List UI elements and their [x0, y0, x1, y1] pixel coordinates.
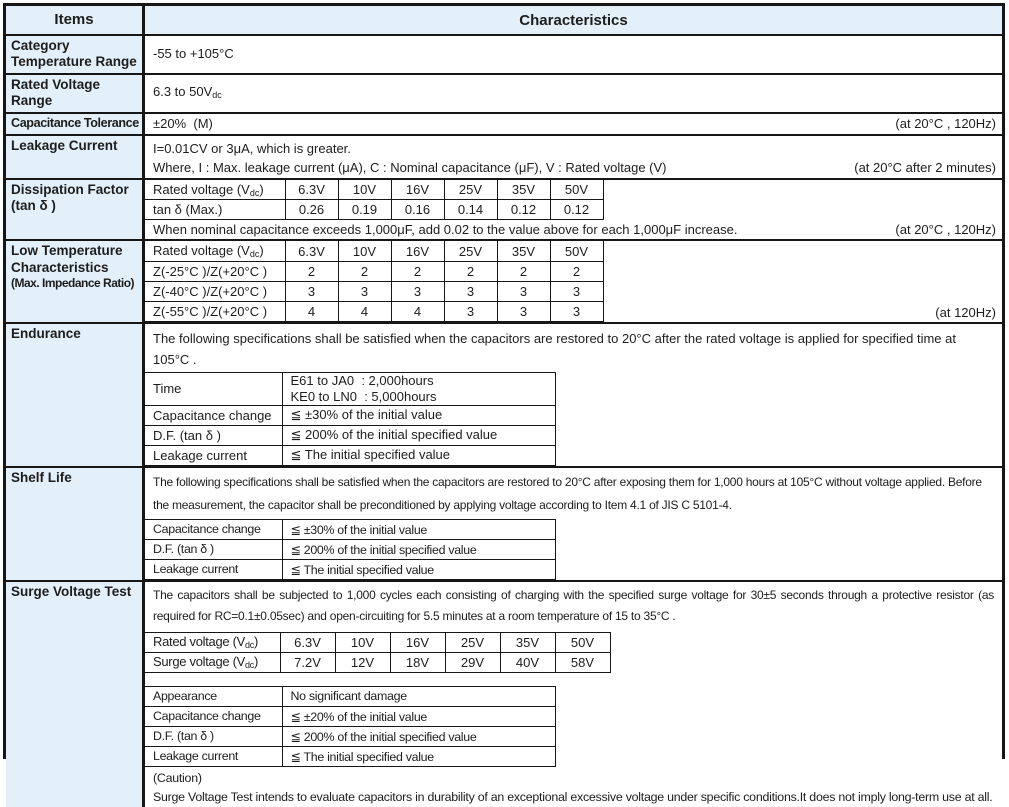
label-text: Rated voltage (V [153, 634, 246, 650]
ratio-cell: 2 [550, 261, 603, 281]
tan-cell: 0.19 [338, 200, 391, 220]
ratio-cell: 4 [338, 301, 391, 321]
voltage-cell: 7.2V [280, 652, 335, 672]
table-row [145, 425, 555, 445]
table-row [145, 652, 610, 672]
label-suffix: ) [253, 654, 258, 670]
dissipation-label: Dissipation Factor [11, 181, 129, 197]
row-value [145, 36, 1002, 73]
surge-spec-table [145, 686, 556, 767]
tan-delta-label: tan δ (Max.) [145, 200, 285, 220]
row-label: Leakage Current [6, 136, 145, 178]
ratio-cell: 2 [391, 261, 444, 281]
low-temp-condition: (at 120Hz) [935, 304, 996, 320]
ratio-cell: 3 [391, 281, 444, 301]
table-row [145, 200, 603, 220]
rated-voltage-header [145, 180, 285, 200]
characteristics-header: Characteristics [145, 6, 1002, 34]
spec-value: ≦ The initial specified value [282, 445, 555, 465]
row-surge-voltage-test [6, 582, 1002, 807]
items-header: Items [6, 6, 145, 34]
voltage-cell: 10V [338, 241, 391, 261]
ratio-cell: 4 [285, 301, 338, 321]
rated-voltage-header [145, 241, 285, 261]
voltage-cell: 50V [550, 241, 603, 261]
endurance-intro: The following specifications shall be satisfied when the capacitors are restored to 20°C after the rated voltage is applied for specified time at 105°C . [153, 330, 956, 367]
caution-title: (Caution) [153, 770, 202, 785]
table-row [145, 445, 555, 465]
ratio-cell: 2 [497, 261, 550, 281]
row-value [145, 75, 1002, 112]
row-capacitance-tolerance [6, 114, 1002, 136]
ratio-cell: 3 [550, 301, 603, 321]
leakage-where: Where, I : Max. leakage current (μA), C : Nominal capacitance (μF), V : Rated voltage (V) [153, 159, 667, 175]
label-sub: dc [249, 187, 260, 198]
low-temp-label: Low Temperature Characteristics [11, 243, 123, 275]
table-row [145, 746, 555, 766]
row-shelf-life [6, 468, 1002, 582]
low-temp-table [145, 241, 604, 322]
ratio-cell: 3 [444, 281, 497, 301]
spec-label: D.F. (tan δ ) [145, 425, 282, 445]
spec-value: ≦ 200% of the initial specified value [282, 726, 555, 746]
rated-voltage-sub: dc [212, 89, 222, 100]
voltage-cell: 50V [550, 180, 603, 200]
spec-label: Capacitance change [145, 706, 282, 726]
low-temp-label-2: (Max. Impedance Ratio) [11, 276, 135, 291]
tan-cell: 0.12 [550, 200, 603, 220]
category-temp-value: -55 to +105°C [153, 46, 234, 62]
label-text: Rated voltage (V [153, 181, 250, 197]
leakage-condition: (at 20°C after 2 minutes) [854, 159, 996, 175]
spec-value: ≦ The initial specified value [282, 559, 555, 579]
table-row [145, 519, 555, 539]
row-value [145, 180, 1002, 240]
spec-value: ≦ 200% of the initial specified value [282, 539, 555, 559]
spec-label: D.F. (tan δ ) [145, 726, 282, 746]
impedance-ratio-label: Z(-40°C )/Z(+20°C ) [145, 281, 285, 301]
table-row [145, 405, 555, 425]
row-label [6, 180, 145, 240]
impedance-ratio-label: Z(-55°C )/Z(+20°C ) [145, 301, 285, 321]
row-value [145, 241, 1002, 322]
row-label: Capacitance Tolerance [6, 114, 145, 134]
row-endurance [6, 324, 1002, 468]
dissipation-label-2: (tan δ ) [11, 198, 56, 214]
tan-cell: 0.14 [444, 200, 497, 220]
spec-value: ≦ ±20% of the initial value [282, 706, 555, 726]
row-leakage-current [6, 136, 1002, 180]
dissipation-table [145, 180, 604, 221]
table-row [145, 539, 555, 559]
dissipation-note: When nominal capacitance exceeds 1,000μF, add 0.02 to the value above for each 1,000μF increase. [153, 222, 738, 238]
ratio-cell: 3 [285, 281, 338, 301]
surge-voltage-table [145, 632, 611, 673]
rated-voltage-header [145, 632, 280, 652]
voltage-cell: 35V [500, 632, 555, 652]
surge-intro: The capacitors shall be subjected to 1,000 cycles each consisting of charging with the specified surge voltage for 30±5 seconds through a protective resistor (as required for RC=0.1±0.05sec) and open-circuiting for 5.5 minutes at a room temperature of 15 to 35°C . [153, 587, 994, 624]
spec-value: ≦ The initial specified value [282, 746, 555, 766]
ratio-cell: 2 [338, 261, 391, 281]
voltage-cell: 29V [445, 652, 500, 672]
leakage-formula: I=0.01CV or 3μA, which is greater. [153, 140, 351, 156]
row-value [145, 324, 1002, 466]
spec-value: No significant damage [282, 686, 555, 706]
spec-value: ≦ ±30% of the initial value [282, 405, 555, 425]
row-category-temperature-range [6, 36, 1002, 75]
spec-table [3, 3, 1005, 804]
tan-cell: 0.16 [391, 200, 444, 220]
label-suffix: ) [259, 243, 264, 259]
label-text: Surge voltage (V [153, 654, 246, 670]
ratio-cell: 2 [444, 261, 497, 281]
tan-cell: 0.12 [497, 200, 550, 220]
row-value [145, 136, 1002, 178]
spec-label: Capacitance change [145, 405, 282, 425]
row-rated-voltage-range [6, 75, 1002, 114]
endurance-spec-table [145, 372, 556, 466]
voltage-cell: 6.3V [280, 632, 335, 652]
label-text: Rated voltage (V [153, 243, 250, 259]
label-suffix: ) [253, 634, 258, 650]
ratio-cell: 3 [497, 301, 550, 321]
ratio-cell: 2 [285, 261, 338, 281]
row-label: Surge Voltage Test [6, 582, 145, 807]
voltage-cell: 50V [555, 632, 610, 652]
label-suffix: ) [259, 181, 264, 197]
voltage-cell: 35V [497, 180, 550, 200]
table-row [145, 241, 603, 261]
voltage-cell: 16V [391, 180, 444, 200]
spec-value: ≦ ±30% of the initial value [282, 519, 555, 539]
time-values [282, 372, 555, 405]
table-row [145, 726, 555, 746]
spacer [145, 673, 1002, 686]
table-row [145, 281, 603, 301]
table-row [145, 632, 610, 652]
spec-label: Leakage current [145, 746, 282, 766]
impedance-ratio-label: Z(-25°C )/Z(+20°C ) [145, 261, 285, 281]
voltage-cell: 25V [444, 180, 497, 200]
label-sub: dc [245, 660, 254, 671]
rated-voltage-text: 6.3 to 50V [153, 83, 213, 99]
row-low-temperature [6, 241, 1002, 324]
row-value [145, 468, 1002, 580]
spec-label: Appearance [145, 686, 282, 706]
time-label: Time [145, 372, 282, 405]
ratio-cell: 3 [444, 301, 497, 321]
row-value [145, 582, 1002, 807]
spec-label: Leakage current [145, 559, 282, 579]
voltage-cell: 16V [391, 241, 444, 261]
shelf-spec-table [145, 519, 556, 580]
voltage-cell: 6.3V [285, 180, 338, 200]
tolerance-condition: (at 20°C , 120Hz) [895, 116, 996, 132]
table-row [145, 301, 603, 321]
spec-label: D.F. (tan δ ) [145, 539, 282, 559]
voltage-cell: 6.3V [285, 241, 338, 261]
voltage-cell: 18V [390, 652, 445, 672]
table-row [145, 559, 555, 579]
voltage-cell: 25V [445, 632, 500, 652]
voltage-cell: 16V [390, 632, 445, 652]
table-row [145, 261, 603, 281]
tan-cell: 0.26 [285, 200, 338, 220]
table-row [145, 180, 603, 200]
time-line: E61 to JA0 : 2,000hours [290, 372, 434, 388]
row-label [6, 241, 145, 322]
dissipation-condition: (at 20°C , 120Hz) [895, 222, 996, 238]
table-row [145, 686, 555, 706]
voltage-cell: 25V [444, 241, 497, 261]
spec-label: Capacitance change [145, 519, 282, 539]
spec-value: ≦ 200% of the initial specified value [282, 425, 555, 445]
time-line: KE0 to LN0 : 5,000hours [290, 388, 437, 404]
row-label: Endurance [6, 324, 145, 466]
voltage-cell: 40V [500, 652, 555, 672]
voltage-cell: 10V [335, 632, 390, 652]
ratio-cell: 3 [497, 281, 550, 301]
ratio-cell: 4 [391, 301, 444, 321]
row-label: Shelf Life [6, 468, 145, 580]
table-row [145, 706, 555, 726]
tolerance-value: ±20% (M) [153, 116, 213, 132]
row-dissipation-factor [6, 180, 1002, 242]
voltage-cell: 58V [555, 652, 610, 672]
ratio-cell: 3 [338, 281, 391, 301]
voltage-cell: 10V [338, 180, 391, 200]
label-sub: dc [245, 640, 254, 651]
row-label: Rated Voltage Range [6, 75, 145, 112]
ratio-cell: 3 [550, 281, 603, 301]
spec-label: Leakage current [145, 445, 282, 465]
header-row [6, 6, 1002, 36]
label-sub: dc [249, 249, 260, 260]
row-label: Category Temperature Range [6, 36, 145, 73]
voltage-cell: 35V [497, 241, 550, 261]
table-row [145, 372, 555, 405]
row-value [145, 114, 1002, 134]
caution-text: Surge Voltage Test intends to evaluate capacitors in durability of an exceptional excessive voltage under specific conditions.It does not imply long-term use at all. [153, 789, 993, 804]
voltage-cell: 12V [335, 652, 390, 672]
rated-voltage-value [145, 81, 230, 106]
surge-voltage-header [145, 652, 280, 672]
shelf-intro: The following specifications shall be satisfied when the capacitors are restored to 20°C after exposing them for 1,000 hours at 105°C without voltage applied. Before the measurement, the capacitor shall be preconditioned by applying voltage according to Item 4.1 of JIS C 5101-4. [153, 474, 982, 512]
